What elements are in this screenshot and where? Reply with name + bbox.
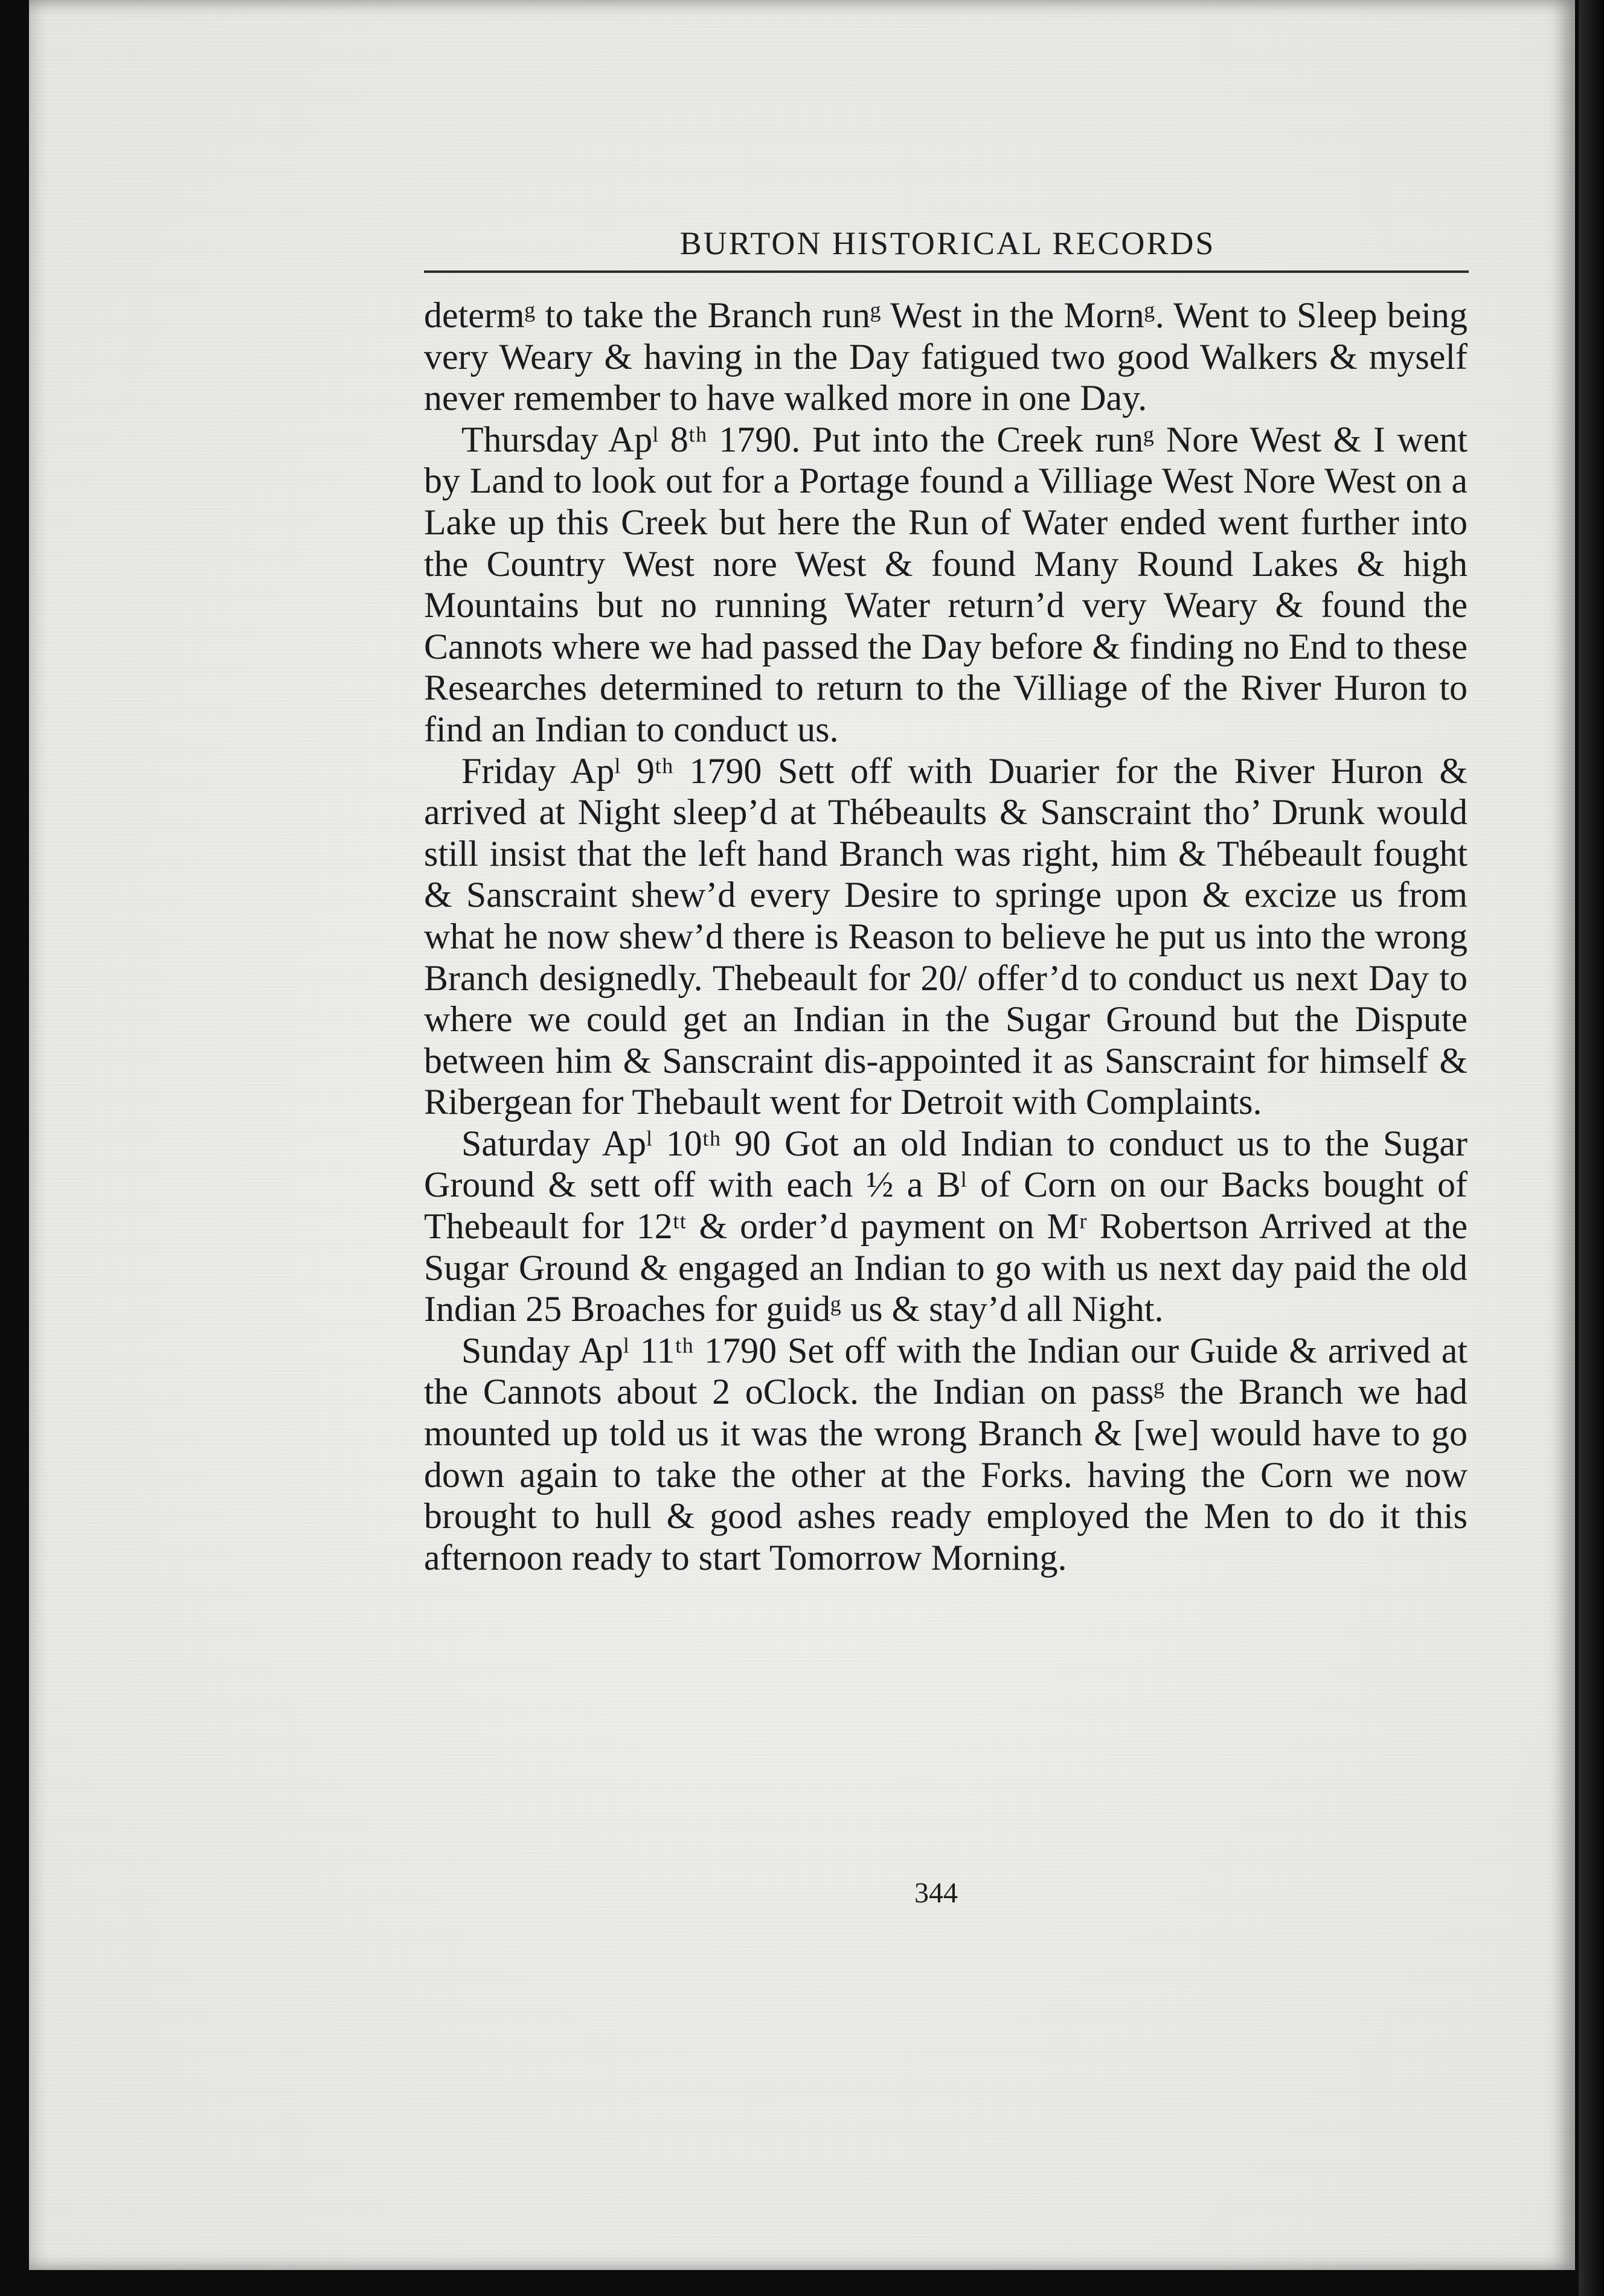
body-text [424, 295, 1468, 1578]
paragraph-sunday: Sunday Apˡ 11ᵗʰ 1790 Set off with the Indian our Guide & arrived at the Cannots about 2 oClock. the Indian on passᵍ the Branch we had mounted up told us it was the wrong Branch & [we] would have to go down again to take the other at the Forks. having the Corn we now brought to hull & good ashes ready employed the Men to do it this afternoon ready to start Tomorrow Morning. [424, 1330, 1468, 1578]
running-head: BURTON HISTORICAL RECORDS [679, 225, 1216, 261]
scan-edge-shadow [1579, 0, 1604, 2296]
paragraph-friday: Friday Apˡ 9ᵗʰ 1790 Sett off with Duarier for the River Huron & arrived at Night sleep’d at Thébeaults & Sanscraint tho’ Drunk would still insist that the left hand Branch was right, him & Thébeault fought & Sanscraint shew’d every Desire to springe upon & excize us from what he now shew’d there is Reason to believe he put us into the wrong Branch designedly. Thebeault for 20/ offer’d to conduct us next Day to where we could get an Indian in the Sugar Ground but the Dispute between him & Sanscraint dis-appointed it as Sanscraint for himself & Ribergean for Thebault went for Detroit with Complaints. [424, 750, 1468, 1122]
paragraph-saturday: Saturday Apˡ 10ᵗʰ 90 Got an old Indian to conduct us to the Sugar Ground & sett off with each ½ a Bˡ of Corn on our Backs bought of Thebeault for 12ᵗᵗ & order’d payment on Mʳ Robertson Arrived at the Sugar Ground & engaged an Indian to go with us next day paid the old Indian 25 Broaches for guidᵍ us & stay’d all Night. [424, 1123, 1468, 1329]
page-number: 344 [914, 1877, 958, 1909]
header-rule [424, 270, 1469, 273]
paragraph-thursday: Thursday Apˡ 8ᵗʰ 1790. Put into the Creek runᵍ Nore West & I went by Land to look out for a Portage found a Villiage West Nore West on a Lake up this Creek but here the Run of Water ended went further into the Country West nore West & found Many Round Lakes & high Mountains but no running Water return’d very Weary & found the Cannots where we had passed the Day before & finding no End to these Researches determined to return to the Villiage of the River Huron to find an Indian to conduct us. [424, 419, 1468, 749]
paragraph-continuation: determᵍ to take the Branch runᵍ West in the Mornᵍ. Went to Sleep being very Weary & having in the Day fatigued two good Walkers & myself never remember to have walked more in one Day. [424, 295, 1468, 418]
